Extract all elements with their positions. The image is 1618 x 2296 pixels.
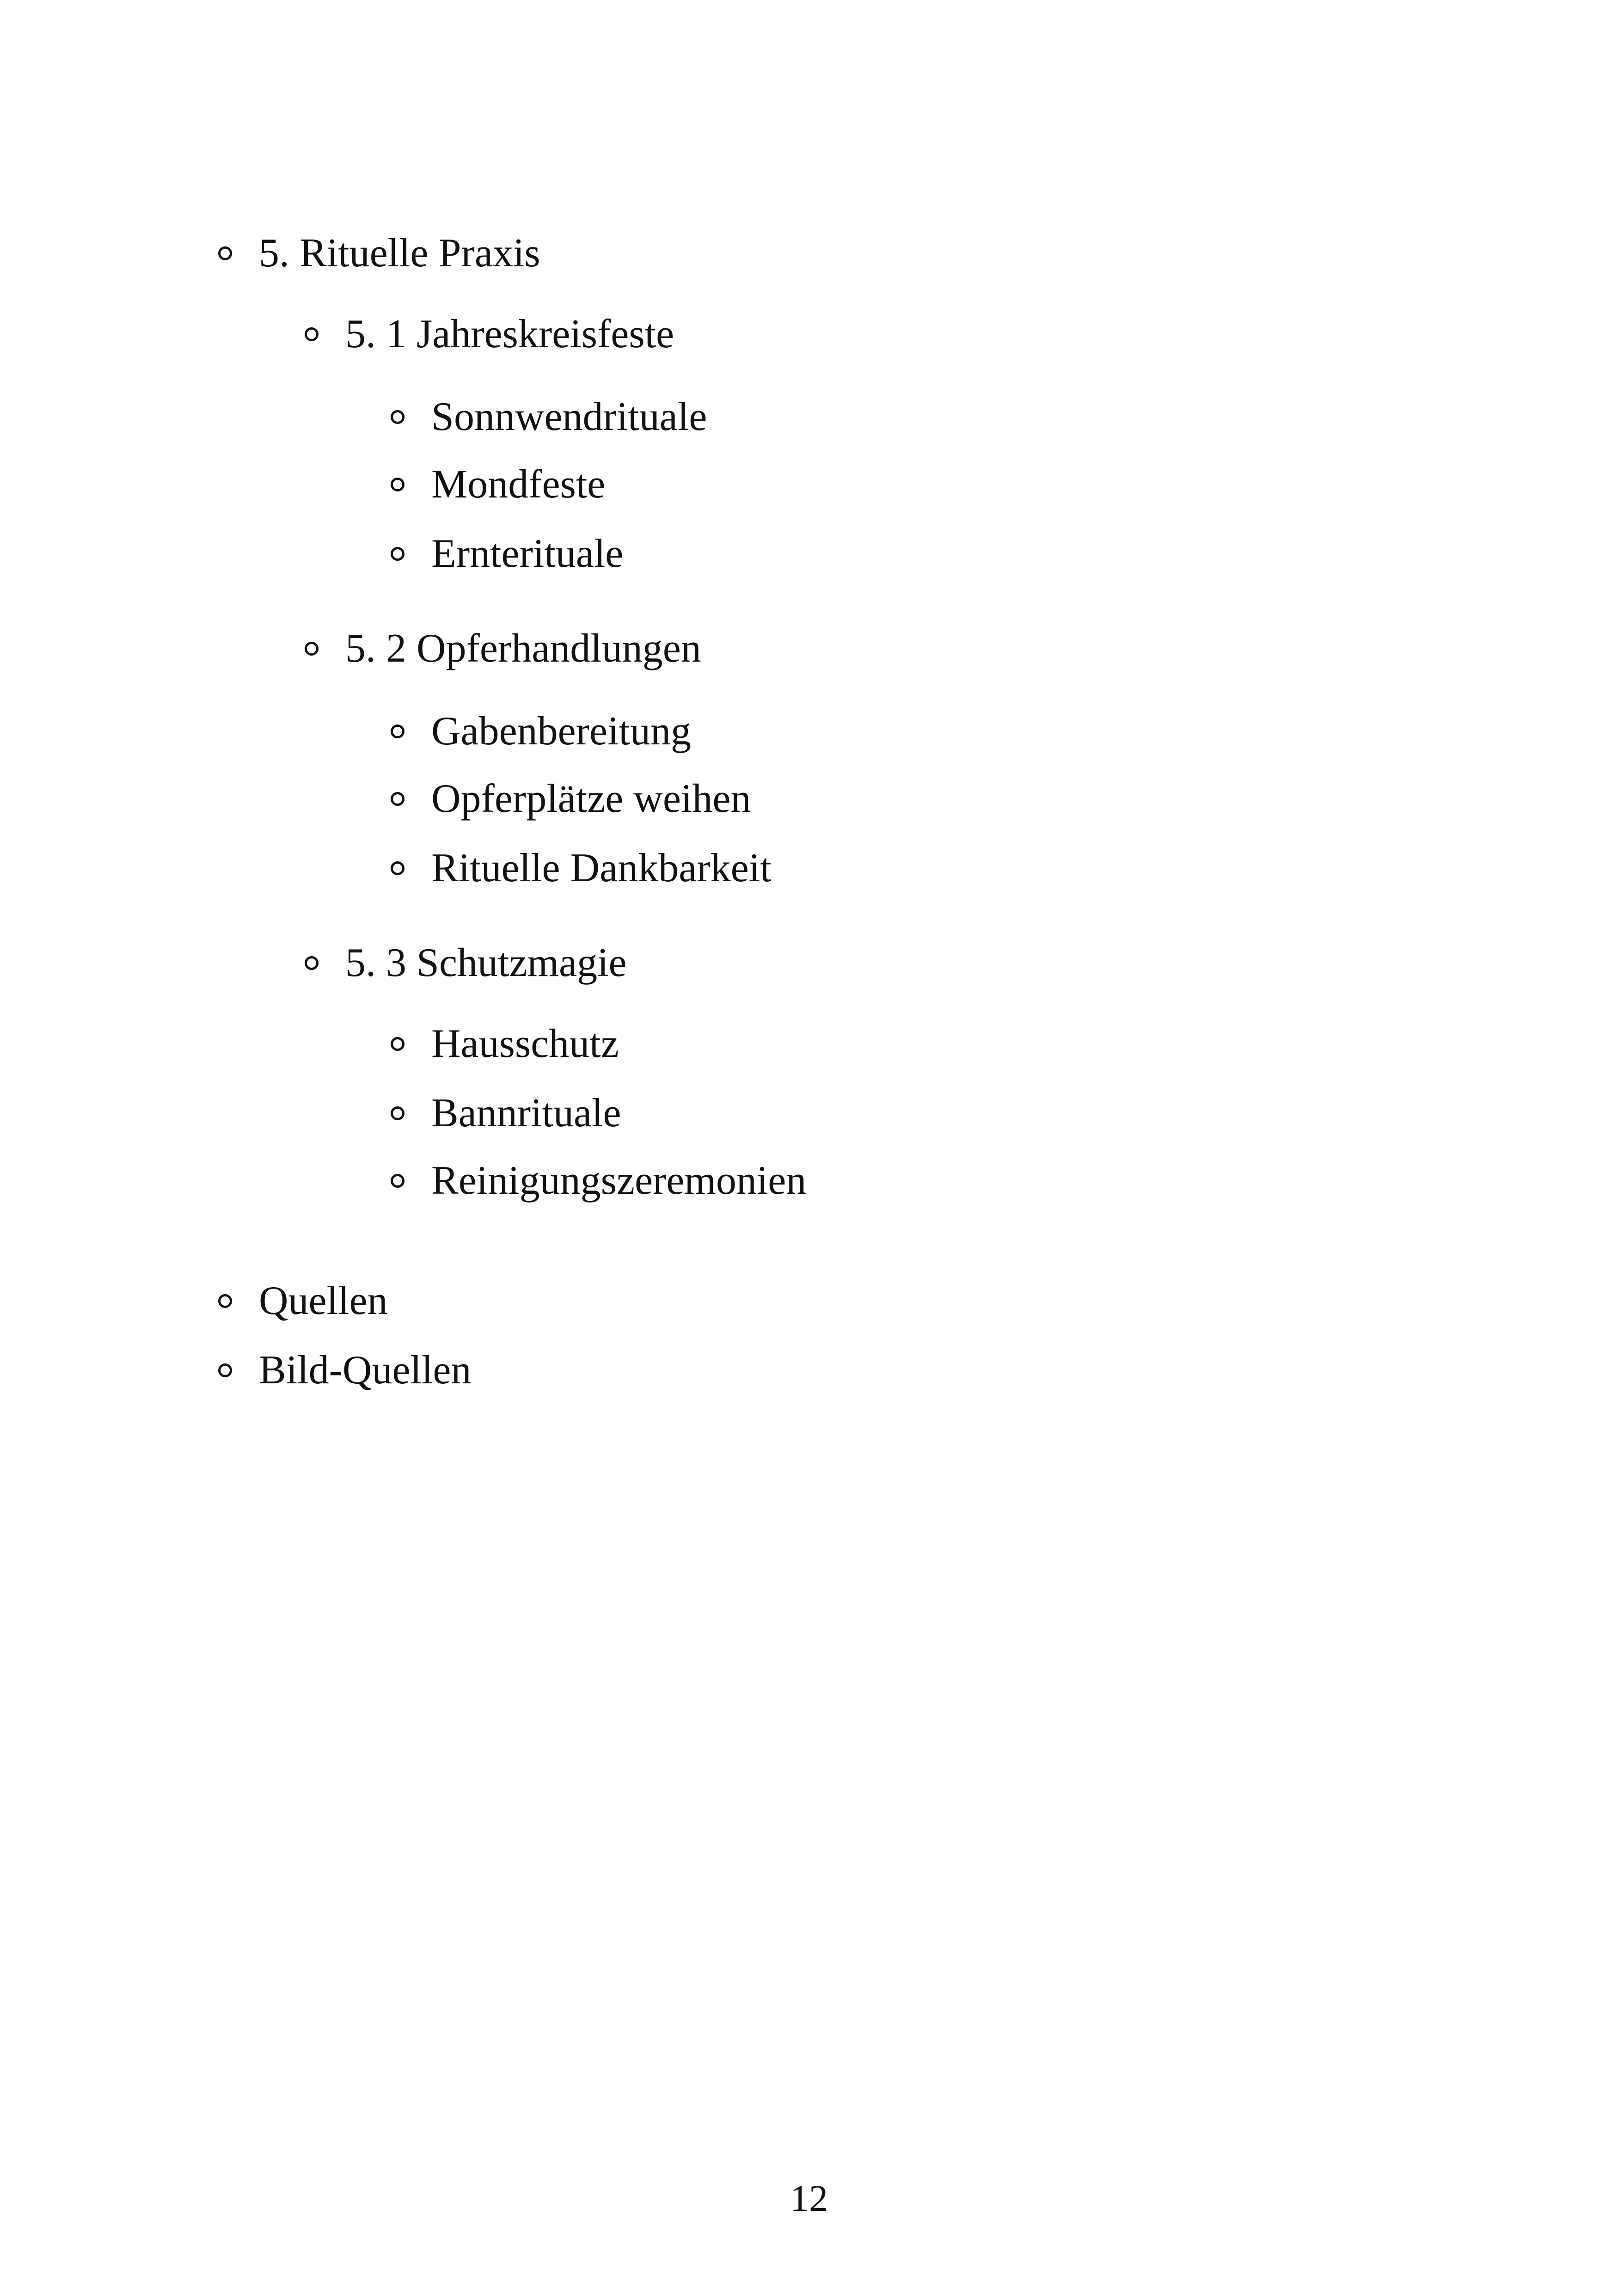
outline-item-image-sources: [218, 1347, 471, 1394]
outline-subitem-label: Ernterituale: [431, 531, 624, 576]
circle-bullet-icon: [218, 1294, 232, 1308]
circle-bullet-icon: [305, 642, 319, 656]
circle-bullet-icon: [391, 478, 404, 491]
outline-subitem: [391, 708, 691, 755]
outline-subitem-label: Reinigungszeremonien: [431, 1158, 807, 1203]
outline-item-label: Bild-Quellen: [259, 1348, 472, 1393]
outline-subitem-label: Gabenbereitung: [431, 709, 691, 754]
outline-item-label: 5. 3 Schutzmagie: [345, 940, 627, 985]
circle-bullet-icon: [305, 956, 319, 970]
circle-bullet-icon: [218, 246, 232, 260]
circle-bullet-icon: [391, 1174, 404, 1188]
circle-bullet-icon: [391, 547, 404, 561]
outline-item-protective-magic: [305, 940, 627, 986]
outline-item-label: 5. 2 Opferhandlungen: [345, 626, 701, 671]
outline-subitem: [391, 776, 751, 822]
circle-bullet-icon: [391, 792, 404, 806]
circle-bullet-icon: [391, 1106, 404, 1120]
outline-subitem-label: Opferplätze weihen: [431, 776, 751, 821]
circle-bullet-icon: [391, 861, 404, 875]
circle-bullet-icon: [391, 724, 404, 738]
outline-subitem-label: Mondfeste: [431, 462, 606, 507]
outline-subitem: [391, 1090, 621, 1136]
outline-subitem: [391, 394, 707, 440]
outline-item-label: 5. Rituelle Praxis: [259, 231, 540, 276]
outline-subitem: [391, 461, 605, 508]
outline-subitem: [391, 531, 623, 577]
outline-subitem-label: Bannrituale: [431, 1091, 621, 1136]
outline-subitem: [391, 1021, 619, 1067]
outline-subitem-label: Rituelle Dankbarkeit: [431, 846, 772, 890]
outline-subitem: [391, 1158, 806, 1204]
circle-bullet-icon: [391, 410, 404, 424]
circle-bullet-icon: [305, 327, 319, 341]
outline-subitem: [391, 845, 772, 891]
outline-item-offerings: [305, 626, 701, 672]
outline-item-ritual-practice: [218, 230, 540, 276]
circle-bullet-icon: [218, 1363, 232, 1377]
outline-subitem-label: Hausschutz: [431, 1021, 619, 1066]
outline-item-sources: [218, 1278, 388, 1324]
outline-item-label: Quellen: [259, 1278, 388, 1323]
outline-item-label: 5. 1 Jahreskreisfeste: [345, 312, 674, 356]
page-number: 12: [790, 2177, 828, 2219]
outline-item-annual-festivals: [305, 311, 674, 357]
circle-bullet-icon: [391, 1037, 404, 1051]
outline-subitem-label: Sonnwendrituale: [431, 394, 707, 439]
